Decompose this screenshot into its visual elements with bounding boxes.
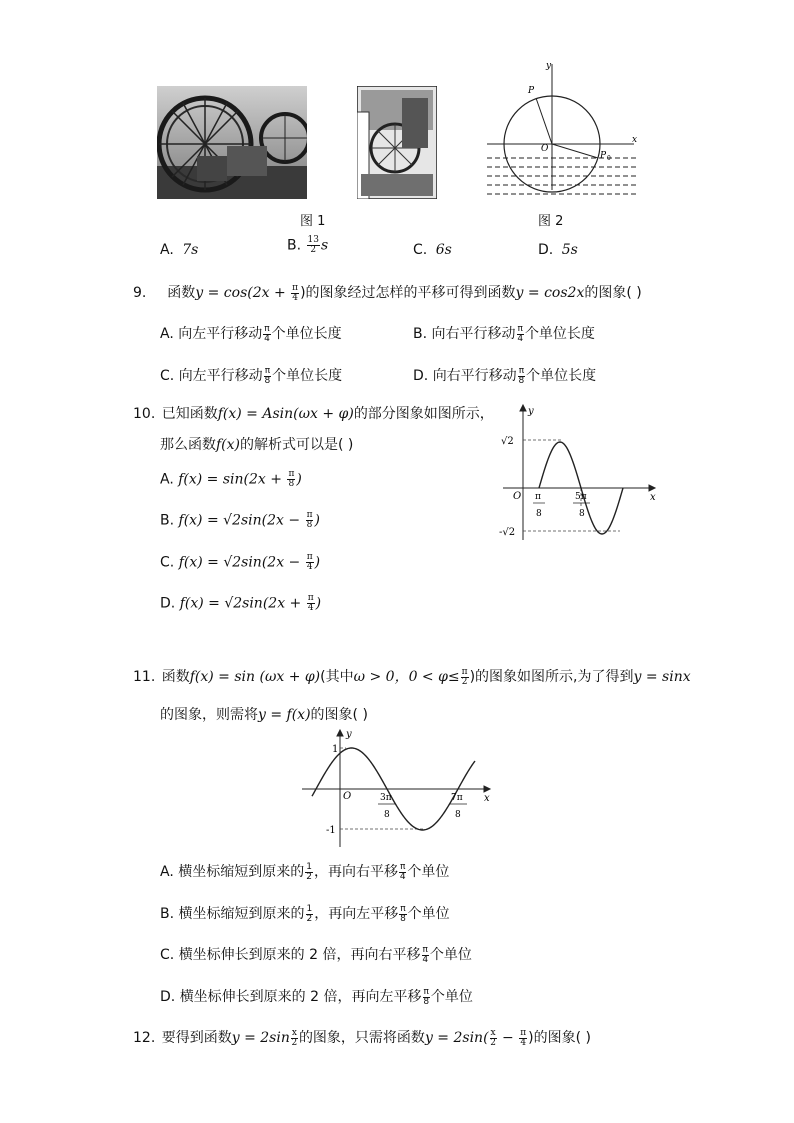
formula: y = 2sin xyxy=(231,1030,290,1046)
q11-option-c[interactable]: C. 横坐标伸长到原来的 2 倍，再向右平移 $\frac{\pi}{4}$ 个单位 xyxy=(160,944,472,965)
formula: f(x) = sin (ωx + φ) xyxy=(189,669,321,685)
option-value: 7s xyxy=(182,242,199,258)
q9-option-a[interactable]: A. 向左平行移动 $\frac{\pi}{4}$ 个单位长度 xyxy=(160,323,342,344)
formula: y = sinx xyxy=(633,669,691,685)
q12-stem: 12. 要得到函数y = 2sin $\frac{x}{2}$ 的图象，只需将函数y = 2sin( $\frac{x}{2}$ − $\frac{\pi}{4}$ )的图象( ) xyxy=(133,1027,592,1048)
fig2-y-label: y xyxy=(546,61,552,71)
option-value: 6s xyxy=(435,242,452,258)
question-number: 11. xyxy=(133,669,156,685)
q10-ymax-label: √2 xyxy=(501,436,514,447)
q11-tick2-den: 8 xyxy=(455,810,461,820)
q8-option-c[interactable] xyxy=(413,242,452,258)
q10-option-d[interactable]: D. f(x) = √2sin(2x + $\frac{\pi}{4}$ ) xyxy=(160,593,322,613)
q11-sine-graph xyxy=(300,725,500,850)
stem-text: 的图象( ) xyxy=(584,285,642,301)
q11-stem-line1: 11. 函数f(x) = sin (ωx + φ)(其中ω > 0，0 < φ≤ $\frac{\pi}{2}$ )的图象如图所示,为了得到y = sinx xyxy=(133,666,691,687)
formula: y = 2sin( xyxy=(424,1030,489,1046)
fig2-p0-subscript: 0 xyxy=(607,155,611,162)
q11-option-b[interactable]: B. 横坐标缩短到原来的 $\frac{1}{2}$ ，再向左平移 $\frac{\pi}{8}$ 个单位 xyxy=(160,903,450,924)
stem-text: )的图象( ) xyxy=(528,1030,592,1046)
question-number: 9. xyxy=(133,285,147,301)
q11-option-d[interactable]: D. 横坐标伸长到原来的 2 倍，再向左平移 $\frac{\pi}{8}$ 个单位 xyxy=(160,986,473,1007)
q9-stem xyxy=(133,282,642,303)
stem-text: 的图象，则需将 xyxy=(160,707,258,723)
stem-text: 函数 xyxy=(161,669,190,685)
formula: y = f(x) xyxy=(258,707,311,723)
q8-option-d[interactable] xyxy=(538,242,578,258)
option-unit: s xyxy=(320,237,329,254)
fig2-x-label: x xyxy=(632,135,638,145)
q9-option-d[interactable]: D. 向右平行移动 $\frac{\pi}{8}$ 个单位长度 xyxy=(413,365,597,386)
stem-text: (其中 xyxy=(320,669,354,685)
q10-tick1-num: π xyxy=(535,492,541,502)
fig2-p-label: P xyxy=(528,86,535,96)
formula: f(x) = Asin(ωx + φ) xyxy=(217,406,354,422)
option-letter: D. xyxy=(538,242,554,258)
option-letter: C. xyxy=(413,242,428,258)
stem-text: 的部分图象如图所示， xyxy=(353,406,494,422)
formula: y = cos(2x + xyxy=(195,285,291,301)
stem-text: 要得到函数 xyxy=(161,1030,232,1046)
formula: ω > 0，0 < φ≤ xyxy=(353,669,460,685)
stem-text: 已知函数 xyxy=(161,406,218,422)
stem-text: 的图象，只需将函数 xyxy=(298,1030,425,1046)
option-fraction: $\frac{13}{2}$ xyxy=(307,235,319,255)
q10-x-label: x xyxy=(650,492,656,503)
q9-option-c[interactable]: C. 向左平行移动 $\frac{\pi}{8}$ 个单位长度 xyxy=(160,365,343,386)
stem-text: 那么函数 xyxy=(160,437,216,453)
water-wheel-photo xyxy=(157,86,307,199)
option-letter: B. xyxy=(287,237,302,254)
q10-option-a[interactable]: A. f(x) = sin(2x + $\frac{\pi}{8}$ ) xyxy=(160,469,302,489)
q11-y-label: y xyxy=(346,729,352,740)
q10-sine-graph xyxy=(495,400,665,545)
stem-text: )的图象经过怎样的平移可得到函数 xyxy=(300,285,516,301)
q11-x-label: x xyxy=(484,793,490,804)
q10-y-label: y xyxy=(528,406,534,417)
figure-1-caption: 图 1 xyxy=(300,214,326,229)
q10-option-b[interactable]: B. f(x) = √2sin(2x − $\frac{\pi}{8}$ ) xyxy=(160,510,320,530)
stem-text: )的图象如图所示,为了得到 xyxy=(469,669,634,685)
q10-ymin-label: -√2 xyxy=(499,527,516,538)
stem-text: 的图象( ) xyxy=(310,707,368,723)
q11-origin-label: O xyxy=(343,791,352,802)
q11-ymax-label: 1 xyxy=(332,744,339,755)
question-number: 10. xyxy=(133,406,156,422)
q8-option-b[interactable] xyxy=(287,236,328,255)
q10-stem-line1 xyxy=(133,403,494,423)
q11-option-a[interactable]: A. 横坐标缩短到原来的 $\frac{1}{2}$ ，再向右平移 $\frac{\pi}{4}$ 个单位 xyxy=(160,861,450,882)
q11-tick1-num: 3π xyxy=(380,793,392,803)
option-value: 5s xyxy=(561,242,578,258)
fig2-p0-label: P xyxy=(600,151,607,161)
formula: y = cos2x xyxy=(515,285,585,301)
option-letter: A. xyxy=(160,242,174,258)
q11-tick1-den: 8 xyxy=(384,810,390,820)
q10-origin-label: O xyxy=(513,491,522,502)
q9-option-b[interactable]: B. 向右平行移动 $\frac{\pi}{4}$ 个单位长度 xyxy=(413,323,595,344)
figure-2-caption: 图 2 xyxy=(538,214,564,229)
q11-stem-line2 xyxy=(160,704,368,724)
stem-text: 的解析式可以是( ) xyxy=(240,437,354,453)
question-number: 12. xyxy=(133,1030,156,1046)
q10-tick1-den: 8 xyxy=(536,509,542,519)
q10-stem-line2 xyxy=(160,434,353,454)
q10-tick2-den: 8 xyxy=(579,509,585,519)
figure-2-diagram xyxy=(482,58,642,200)
q10-tick2-num: 5π xyxy=(575,492,587,502)
water-wheel-engraving xyxy=(357,86,437,199)
formula-fraction: $\frac{\pi}{4}$ xyxy=(292,282,299,303)
fig2-origin-label: O xyxy=(541,144,549,154)
formula: f(x) xyxy=(216,437,241,453)
q11-tick2-num: 7π xyxy=(451,793,463,803)
q8-option-a[interactable] xyxy=(160,242,198,258)
stem-text: 函数 xyxy=(167,285,196,301)
q10-option-c[interactable]: C. f(x) = √2sin(2x − $\frac{\pi}{4}$ ) xyxy=(160,552,321,572)
q11-ymin-label: -1 xyxy=(326,825,336,836)
